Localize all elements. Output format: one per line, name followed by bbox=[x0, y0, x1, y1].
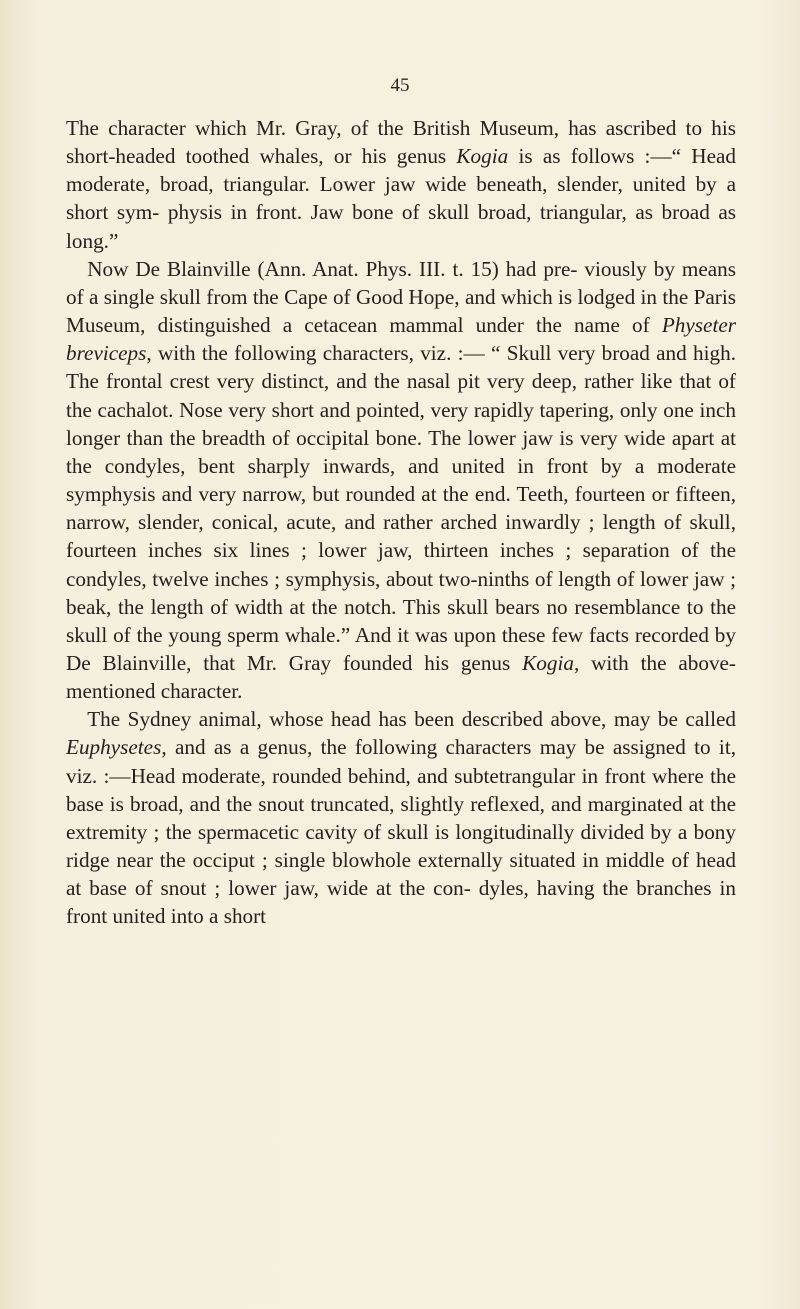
genus-name-kogia: Kogia bbox=[456, 144, 509, 169]
paragraph-2 bbox=[66, 255, 736, 706]
body-text bbox=[66, 114, 736, 931]
page-number: 45 bbox=[390, 75, 410, 96]
text-run: is as follows :—“ Head moderate, broad, triangular. Lower jaw wide beneath, slender, united by a short sym- physis in front. Jaw bone of skull broad, triangular, as broad as long.” bbox=[66, 144, 736, 253]
text-run: The character which Mr. Gray, of the British Museum, has ascribed to his short-headed toothed whales, or his genus bbox=[66, 116, 736, 169]
paragraph-3 bbox=[66, 705, 736, 930]
genus-name-euphysetes: Euphysetes bbox=[66, 735, 162, 760]
species-name-physeter-breviceps: Physeter breviceps bbox=[66, 313, 736, 366]
text-run: The Sydney animal, whose head has been described above, may be called bbox=[87, 707, 736, 732]
paragraph-1 bbox=[66, 114, 736, 255]
text-run: , with the above- mentioned character. bbox=[66, 650, 736, 704]
text-run: , and as a genus, the following characters may be assigned to it, viz. :—Head moderate, rounded behind, and subtetrangular in front where the base is broad, and the snout truncated, slightly reflexed, and marginated at the extremity ; the spermacetic cavity of skull is longitudinally divided by a bony ridge near the occiput ; single blowhole externally situated in middle of head at base of snout ; lower jaw, wide at the con- dyles, having the branches in front united into a short bbox=[66, 735, 736, 929]
genus-name-kogia: Kogia bbox=[522, 650, 574, 675]
text-run: Now De Blainville (Ann. Anat. Phys. III. t. 15) had pre- viously by means of a single skull from the Cape of Good Hope, and which is lodged in the Paris Museum, distinguished a cetacean mammal under the name of bbox=[66, 256, 736, 338]
text-run: , with the following characters, viz. :— “ Skull very broad and high. The frontal crest very distinct, and the nasal pit very deep, rather like that of the cachalot. Nose very short and pointed, very rapidly tapering, only one inch longer than the breadth of occipital bone. The lower jaw is very wide apart at the condyles, bent sharply inwards, and united in front by a moderate symphysis and very narrow, but rounded at the end. Teeth, fourteen or fifteen, narrow, slender, conical, acute, and rather arched inwardly ; length of skull, fourteen inches six lines ; lower jaw, thirteen inches ; separation of the condyles, twelve inches ; symphysis, about two-ninths of length of lower jaw ; beak, the length of width at the notch. This skull bears no resemblance to the skull of the young sperm whale.” And it was upon these few facts recorded by De Blainville, that Mr. Gray founded his genus bbox=[66, 341, 736, 675]
